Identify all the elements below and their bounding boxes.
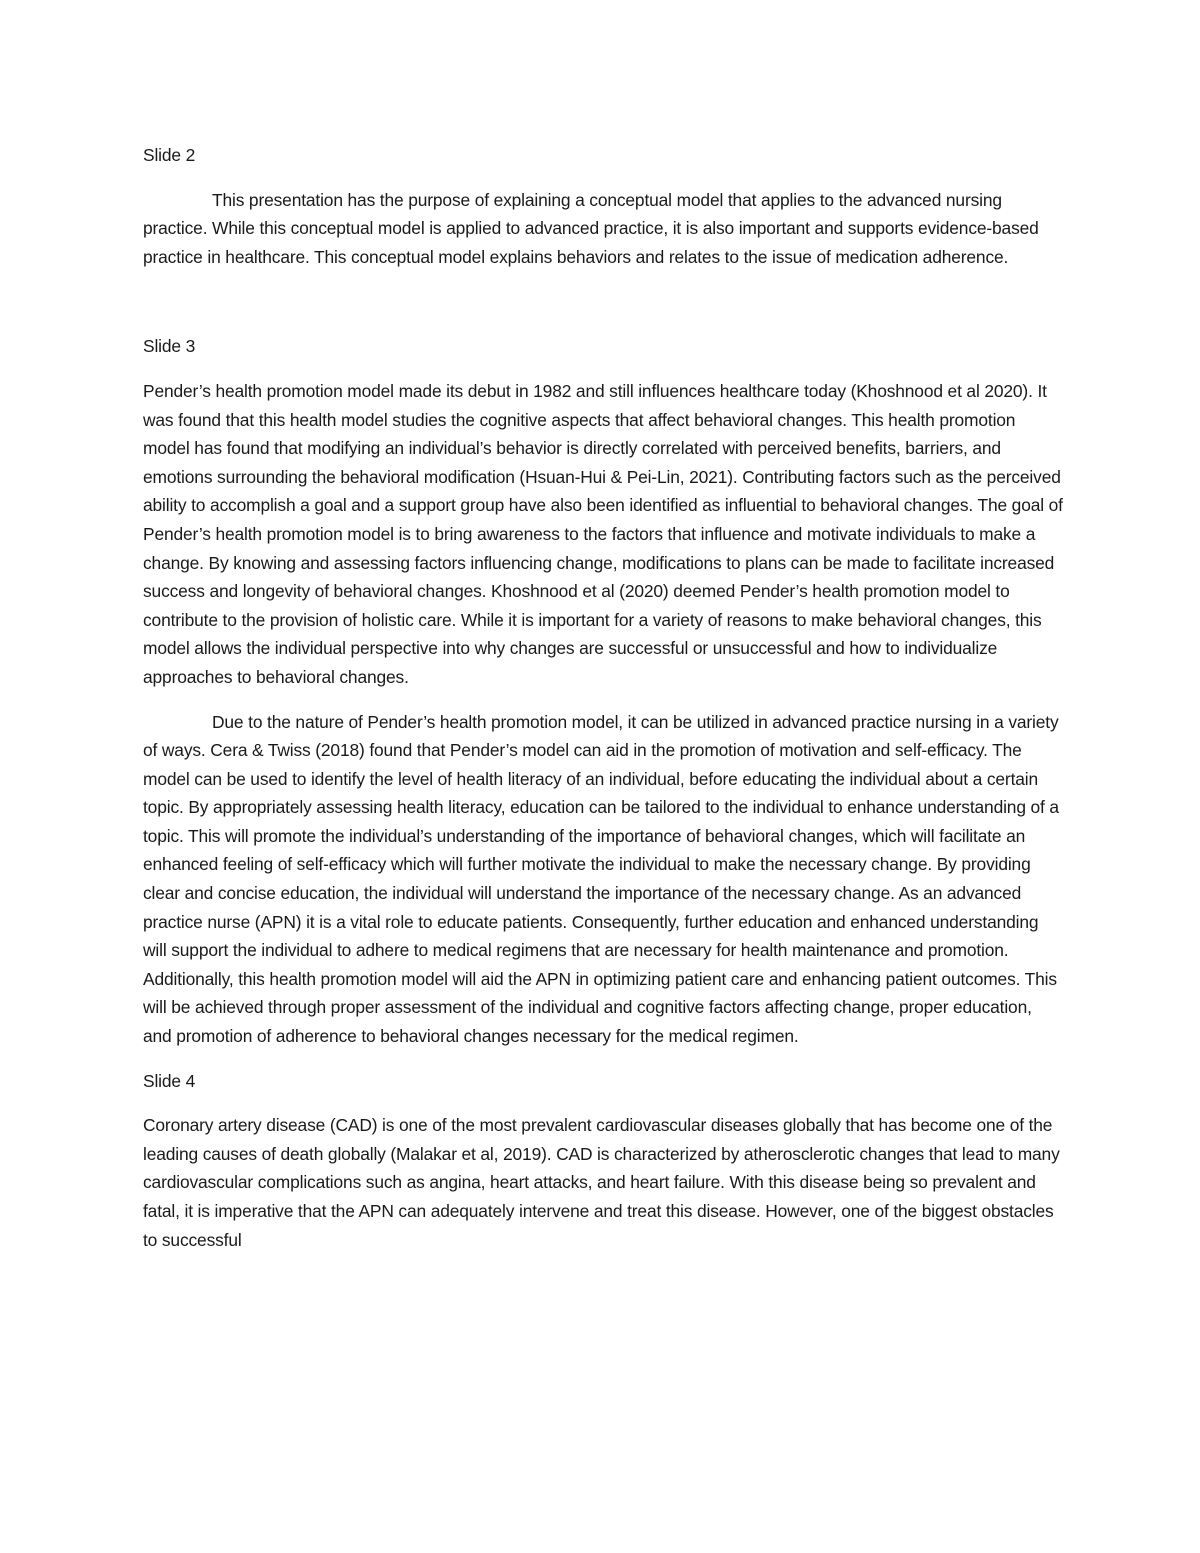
slide-4-paragraph: Coronary artery disease (CAD) is one of the most prevalent cardiovascular diseases globally that has become one of the leading causes of death globally (Malakar et al, 2019). CAD is characterized by atherosclerotic changes that lead to many cardiovascular complications such as angina, heart attacks, and heart failure. With this disease being so prevalent and fatal, it is imperative that the APN can adequately intervene and treat this disease. However, one of the biggest obstacles to successful [143, 1115, 1060, 1250]
slide-2-paragraph: This presentation has the purpose of explaining a conceptual model that applies to the advanced nursing practice. While this conceptual model is applied to advanced practice, it is also important and supports evidence-based practice in healthcare. This conceptual model explains behaviors and relates to the issue of medication adherence. [143, 189, 1039, 267]
slide-3-paragraph-1: Pender’s health promotion model made its debut in 1982 and still influences healthcare today (Khoshnood et al 2020). It was found that this health model studies the cognitive aspects that affect behavioral changes. This health promotion model has found that modifying an individual’s behavior is directly correlated with perceived benefits, barriers, and emotions surrounding the behavioral modification (Hsuan-Hui & Pei-Lin, 2021). Contributing factors such as the perceived ability to accomplish a goal and a support group have also been identified as influential to behavioral changes. The goal of Pender’s health promotion model is to bring awareness to the factors that influence and motivate individuals to make a change. By knowing and assessing factors influencing change, modifications to plans can be made to facilitate increased success and longevity of behavioral changes. Khoshnood et al (2020) deemed Pender’s health promotion model to contribute to the provision of holistic care. While it is important for a variety of reasons to make behavioral changes, this model allows the individual perspective into why changes are successful or unsuccessful and how to individualize approaches to behavioral changes. [143, 380, 1063, 687]
document-body [143, 141, 1063, 1254]
slide-3-heading: Slide 3 [143, 336, 196, 357]
slide-3-paragraph-2: Due to the nature of Pender’s health promotion model, it can be utilized in advanced practice nursing in a variety of ways. Cera & Twiss (2018) found that Pender’s model can aid in the promotion of motivation and self-efficacy. The model can be used to identify the level of health literacy of an individual, before educating the individual about a certain topic. By appropriately assessing health literacy, education can be tailored to the individual to enhance understanding of a topic. This will promote the individual’s understanding of the importance of behavioral changes, which will facilitate an enhanced feeling of self-efficacy which will further motivate the individual to make the necessary change. By providing clear and concise education, the individual will understand the importance of the necessary change. As an advanced practice nurse (APN) it is a vital role to educate patients. Consequently, further education and enhanced understanding will support the individual to adhere to medical regimens that are necessary for health maintenance and promotion. Additionally, this health promotion model will aid the APN in optimizing patient care and enhancing patient outcomes. This will be achieved through proper assessment of the individual and cognitive factors affecting change, proper education, and promotion of adherence to behavioral changes necessary for the medical regimen. [143, 711, 1059, 1047]
slide-4-heading: Slide 4 [143, 1070, 196, 1091]
slide-2-heading: Slide 2 [143, 145, 196, 165]
